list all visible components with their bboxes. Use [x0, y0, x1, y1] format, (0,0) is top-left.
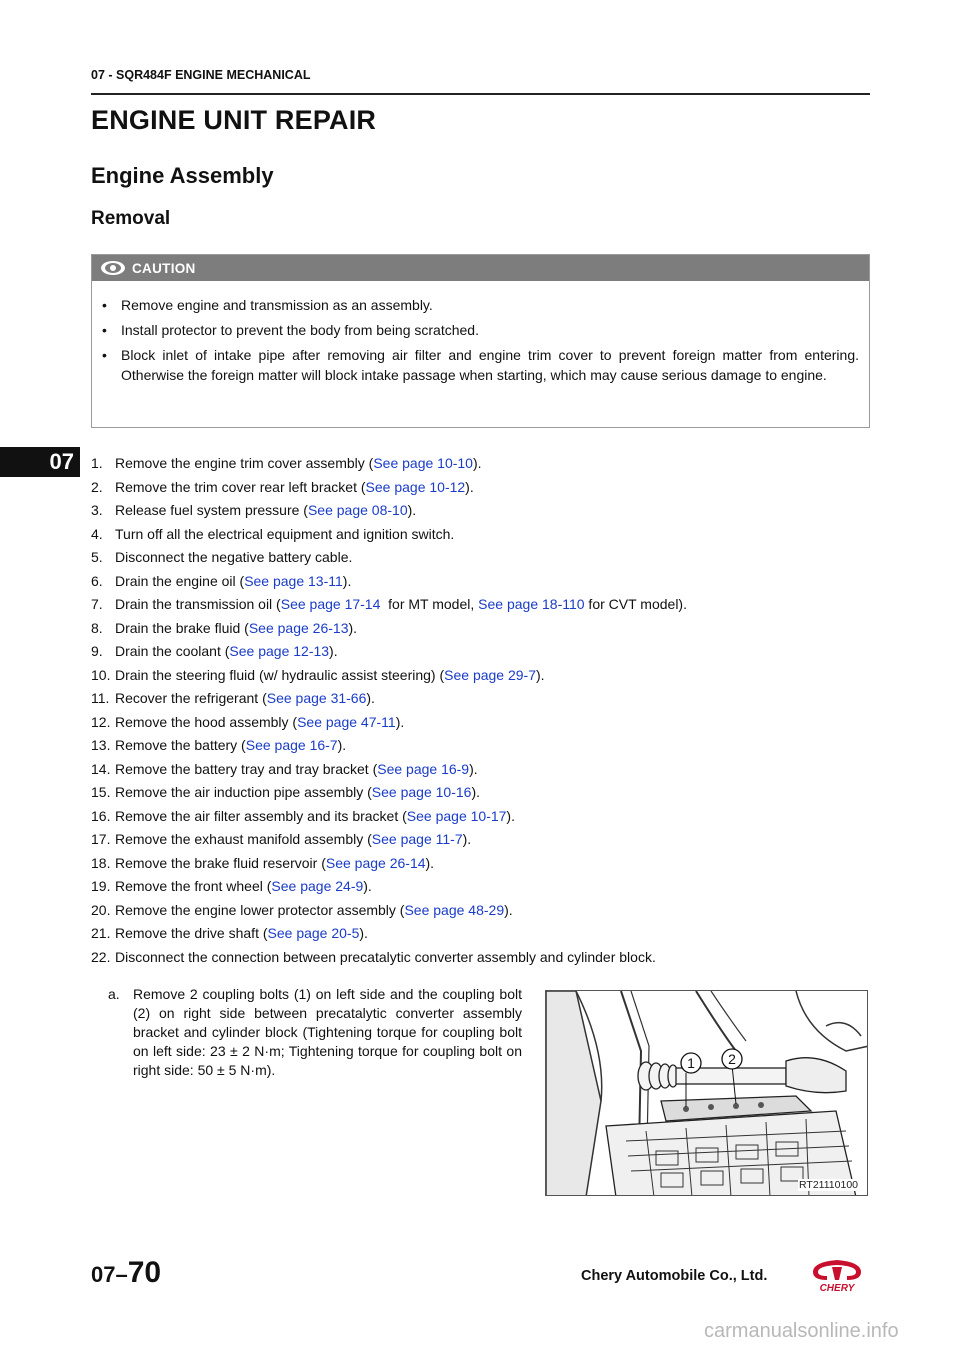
- step-text-suffix: ).: [407, 502, 417, 518]
- step-number: 6.: [91, 572, 103, 589]
- step-text-prefix: Remove the front wheel (: [115, 878, 272, 894]
- step-text: [115, 922, 368, 946]
- see-page-link[interactable]: See page 47-11: [297, 713, 396, 730]
- step-text-suffix: ).: [363, 878, 372, 894]
- step-number: 4.: [91, 525, 103, 542]
- step-text-prefix: Remove the battery (: [115, 737, 246, 753]
- step-text-prefix: Disconnect the connection between precatalytic converter assembly and cylinder block.: [115, 948, 656, 965]
- see-page-link[interactable]: See page 10-12: [365, 478, 466, 495]
- caution-label: CAUTION: [132, 260, 196, 276]
- step-number: 8.: [91, 619, 103, 636]
- step-text: [115, 640, 338, 664]
- step-text-suffix: ).: [425, 854, 435, 871]
- step-text-suffix: ).: [348, 619, 358, 636]
- removal-step: [91, 499, 870, 523]
- see-page-link[interactable]: See page 26-13: [248, 619, 349, 636]
- removal-step: [91, 523, 870, 547]
- step-number: 3.: [91, 502, 103, 518]
- step-text: [115, 452, 482, 476]
- step-text: [115, 570, 351, 594]
- page-title: ENGINE UNIT REPAIR: [91, 105, 377, 135]
- see-page-link[interactable]: See page 10-17: [406, 807, 507, 824]
- company-name: Chery Automobile Co., Ltd.: [581, 1268, 768, 1284]
- subsection-title: Removal: [91, 208, 171, 229]
- step-text-suffix: ).: [536, 666, 545, 683]
- step-text: [115, 758, 478, 782]
- step-text-prefix: Remove the engine lower protector assembly (: [115, 901, 405, 918]
- see-page-link[interactable]: See page 29-7: [444, 666, 536, 683]
- removal-step: [91, 875, 870, 899]
- step-text-suffix: ).: [329, 643, 338, 659]
- step-text-middle: for MT model,: [380, 596, 479, 612]
- sub-step-text: Remove 2 coupling bolts (1) on left side and the coupling bolt (2) on right side between precatalytic converter assembly bracket and cylinder block (Tightening torque for coupling bolt on left side: 23 ± 2 N·m; Tightening torque for coupling bolt on right side: 50 ± 5 N·m).: [133, 986, 522, 1078]
- watermark: carmanualsonline.info: [704, 1320, 899, 1342]
- step-text-suffix: ).: [465, 478, 474, 495]
- step-text-suffix: ).: [337, 737, 347, 753]
- step-text-prefix: Drain the brake fluid (: [115, 619, 249, 636]
- caution-item: • Install protector to prevent the body from being scratched.: [102, 320, 859, 340]
- step-text-suffix: ).: [359, 925, 368, 941]
- step-number: 10.: [91, 666, 111, 683]
- step-text: [115, 476, 474, 500]
- step-text-prefix: Remove the drive shaft (: [115, 925, 268, 941]
- section-title: Engine Assembly: [91, 163, 274, 188]
- removal-steps-list: [91, 452, 870, 969]
- step-text: [115, 664, 545, 688]
- removal-step: [91, 593, 870, 617]
- step-text-prefix: Drain the engine oil (: [115, 572, 245, 589]
- removal-step: [91, 852, 870, 876]
- see-page-link[interactable]: See page 16-9: [377, 760, 470, 777]
- removal-step: [91, 899, 870, 923]
- removal-step: [91, 922, 870, 946]
- removal-step: [91, 828, 870, 852]
- step-text: [115, 899, 513, 923]
- step-text-prefix: Remove the trim cover rear left bracket (: [115, 478, 366, 495]
- removal-step: [91, 664, 870, 688]
- chery-logo: [805, 1258, 869, 1294]
- step-text: [115, 523, 454, 547]
- removal-step: [91, 711, 870, 735]
- step-text-prefix: Drain the transmission oil (: [115, 596, 281, 612]
- see-page-link[interactable]: See page 20-5: [267, 925, 360, 941]
- engine-illustration: [546, 991, 868, 1196]
- step-text-suffix: ).: [506, 807, 515, 824]
- step-number: 18.: [91, 854, 111, 871]
- removal-step: [91, 640, 870, 664]
- engine-figure: [545, 990, 868, 1196]
- step-text: [115, 499, 416, 523]
- step-text-prefix: Disconnect the negative battery cable.: [115, 549, 353, 565]
- step-text-suffix: ).: [342, 572, 352, 589]
- header-divider: [91, 93, 870, 95]
- step-text-suffix: ).: [471, 784, 480, 800]
- see-page-link[interactable]: See page 16-7: [245, 737, 338, 753]
- step-text: [115, 946, 656, 970]
- step-text-suffix: ).: [366, 690, 375, 706]
- caution-list: [92, 281, 869, 385]
- step-number: 11.: [91, 690, 110, 706]
- removal-step: [91, 781, 870, 805]
- step-text-prefix: Drain the coolant (: [115, 643, 230, 659]
- removal-step: [91, 570, 870, 594]
- step-number: 12.: [91, 713, 111, 730]
- removal-step: [91, 617, 870, 641]
- step-text-prefix: Remove the air induction pipe assembly (: [115, 784, 372, 800]
- see-page-link[interactable]: See page 13-11: [244, 572, 343, 589]
- step-number: 9.: [91, 643, 103, 659]
- step-text: [115, 687, 375, 711]
- step-text-suffix: ).: [469, 760, 478, 777]
- step-text-suffix: ).: [462, 831, 472, 847]
- removal-step: [91, 476, 870, 500]
- see-page-link[interactable]: See page 11-7: [371, 831, 463, 847]
- removal-step: [91, 452, 870, 476]
- see-page-link[interactable]: See page 10-16: [371, 784, 472, 800]
- step-text-suffix: ).: [395, 713, 405, 730]
- step-text-prefix: Remove the battery tray and tray bracket (: [115, 760, 378, 777]
- step-text-prefix: Remove the air filter assembly and its bracket (: [115, 807, 407, 824]
- step-number: 21.: [91, 925, 111, 941]
- svg-text:CHERY: CHERY: [819, 1283, 855, 1294]
- step-number: 16.: [91, 807, 111, 824]
- section-header: 07 - SQR484F ENGINE MECHANICAL: [91, 68, 311, 82]
- step-text: [115, 805, 515, 829]
- step-number: 13.: [91, 737, 111, 753]
- caution-box: [91, 254, 870, 428]
- removal-step: [91, 734, 870, 758]
- caution-item: • Block inlet of intake pipe after removing air filter and engine trim cover to prevent foreign matter from entering. Otherwise the foreign matter will block intake passage when starting, which may cause serious damage to engine.: [102, 345, 859, 385]
- step-text-prefix: Remove the brake fluid reservoir (: [115, 854, 326, 871]
- removal-step: [91, 758, 870, 782]
- step-number: 2.: [91, 478, 103, 495]
- page-number: [91, 1256, 161, 1290]
- sub-step-letter: a.: [108, 986, 120, 1002]
- see-page-link[interactable]: See page 18-110: [478, 596, 585, 612]
- see-page-link[interactable]: See page 08-10: [307, 502, 408, 518]
- see-page-link[interactable]: See page 10-10: [373, 455, 473, 471]
- caution-item: • Remove engine and transmission as an assembly.: [102, 295, 859, 315]
- step-text: [115, 852, 434, 876]
- step-text: [115, 828, 471, 852]
- step-text-suffix: ).: [472, 455, 482, 471]
- step-text-suffix: ).: [504, 901, 513, 918]
- step-number: 7.: [91, 596, 103, 612]
- step-number: 22.: [91, 948, 111, 965]
- see-page-link[interactable]: See page 26-14: [325, 854, 426, 871]
- see-page-link[interactable]: See page 31-66: [266, 690, 367, 706]
- page-index: 70: [127, 1256, 162, 1289]
- step-number: 5.: [91, 549, 103, 565]
- figure-code: RT21110100: [799, 1179, 858, 1191]
- step-text-prefix: Remove the exhaust manifold assembly (: [115, 831, 372, 847]
- callout-label: 1: [687, 1055, 695, 1071]
- step-text: [115, 711, 404, 735]
- step-text-prefix: Turn off all the electrical equipment and ignition switch.: [115, 525, 455, 542]
- step-number: 17.: [91, 831, 111, 847]
- see-page-link[interactable]: See page 17-14: [280, 596, 381, 612]
- step-text-prefix: Drain the steering fluid (w/ hydraulic assist steering) (: [115, 666, 445, 683]
- step-text-prefix: Remove the engine trim cover assembly (: [115, 455, 374, 471]
- chapter-side-tab: 07: [0, 447, 80, 477]
- step-text: [115, 546, 352, 570]
- step-text: [115, 875, 372, 899]
- eye-icon: [100, 260, 126, 276]
- removal-step: [91, 805, 870, 829]
- sub-step-a: [108, 985, 522, 1080]
- see-page-link[interactable]: See page 24-9: [271, 878, 364, 894]
- callout-2: [722, 1049, 742, 1069]
- step-text-suffix: for CVT model).: [584, 596, 687, 612]
- step-text: [115, 734, 346, 758]
- see-page-link[interactable]: See page 12-13: [229, 643, 330, 659]
- step-number: 15.: [91, 784, 111, 800]
- page-section: 07–: [91, 1262, 128, 1287]
- step-text: [115, 781, 480, 805]
- step-number: 14.: [91, 760, 111, 777]
- step-text: [115, 593, 687, 617]
- removal-step: [91, 946, 870, 970]
- caution-header: [92, 255, 869, 281]
- step-text-prefix: Release fuel system pressure (: [115, 502, 308, 518]
- step-text: [115, 617, 357, 641]
- step-text-prefix: Recover the refrigerant (: [115, 690, 267, 706]
- callout-1: [681, 1053, 701, 1073]
- step-number: 1.: [91, 455, 103, 471]
- callout-label: 2: [728, 1051, 736, 1067]
- removal-step: [91, 546, 870, 570]
- removal-step: [91, 687, 870, 711]
- step-text-prefix: Remove the hood assembly (: [115, 713, 298, 730]
- step-number: 20.: [91, 901, 111, 918]
- see-page-link[interactable]: See page 48-29: [404, 901, 505, 918]
- step-number: 19.: [91, 878, 111, 894]
